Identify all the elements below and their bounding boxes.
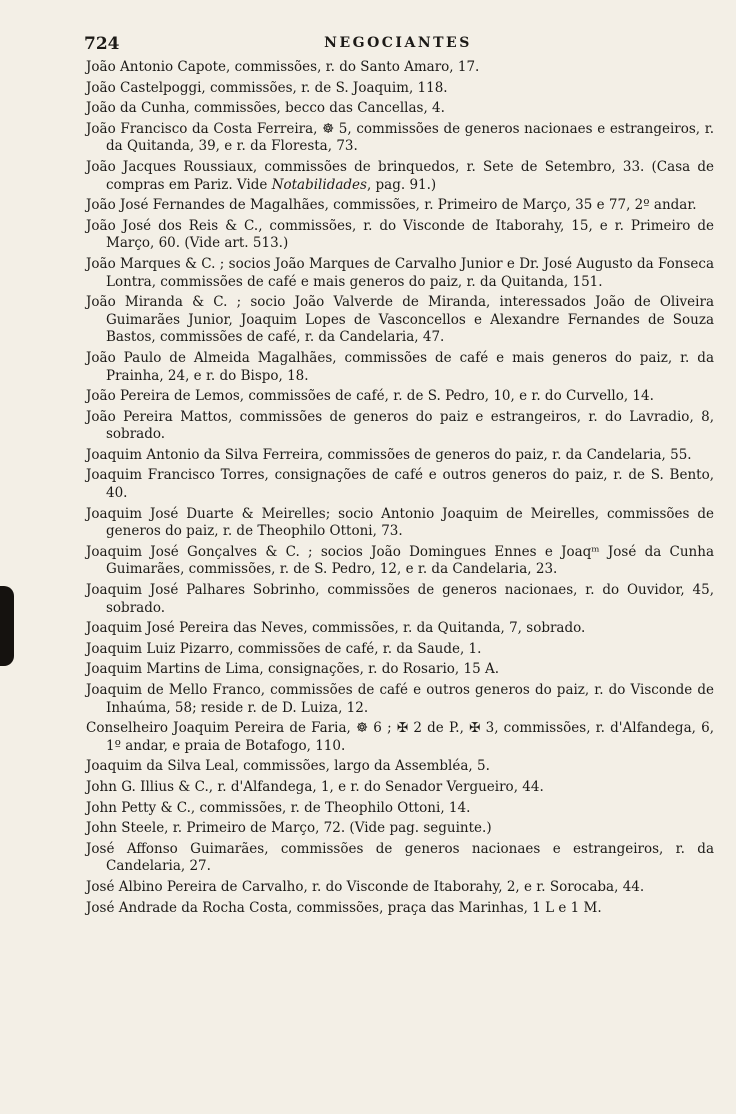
entry-text: José Albino Pereira de Carvalho, r. do Visconde de Itaborahy, 2, e r. Sorocaba, 44. — [86, 878, 645, 895]
entry-text: Joaquim José Pereira das Neves, commissões, r. da Quitanda, 7, sobrado. — [86, 620, 586, 637]
directory-entry — [86, 544, 714, 579]
directory-entry — [86, 100, 714, 118]
page-number: 724 — [84, 34, 120, 54]
entry-text: Joaquim Francisco Torres, consignações de café e outros generos do paiz, r. de S. Bento, 40. — [86, 467, 714, 502]
entry-text: João Castelpoggi, commissões, r. de S. Joaquim, 118. — [86, 79, 448, 96]
entry-text: João Paulo de Almeida Magalhães, commissões de café e mais generos do paiz, r. da Prainha, 24, e r. do Bispo, 18. — [86, 349, 714, 384]
entry-text: João Marques & C. ; socios João Marques de Carvalho Junior e Dr. José Augusto da Fonseca Lontra, commissões de café e mais generos do paiz, r. da Quitanda, 151. — [86, 255, 714, 290]
directory-entry — [86, 620, 714, 638]
entry-text: Joaquim José Duarte & Meirelles; socio Antonio Joaquim de Meirelles, commissões de generos do paiz, r. de Theophilo Ottoni, 73. — [86, 505, 714, 540]
directory-entry — [86, 841, 714, 876]
entry-text: José Andrade da Rocha Costa, commissões, praça das Marinhas, 1 L e 1 M. — [86, 899, 602, 916]
directory-entry — [86, 80, 714, 98]
directory-entry — [86, 879, 714, 897]
directory-entry — [86, 582, 714, 617]
directory-entry — [86, 758, 714, 776]
directory-entry — [86, 447, 714, 465]
entry-text: João José Fernandes de Magalhães, commissões, r. Primeiro de Março, 35 e 77, 2º andar. — [86, 197, 697, 214]
directory-entry — [86, 59, 714, 77]
entry-text: João Pereira de Lemos, commissões de café, r. de S. Pedro, 10, e r. do Curvello, 14. — [86, 388, 654, 405]
directory-entry — [86, 467, 714, 502]
entry-text: John G. Illius & C., r. d'Alfandega, 1, e r. do Senador Vergueiro, 44. — [86, 778, 544, 795]
entry-text: Joaquim Luiz Pizarro, commissões de café, r. da Saude, 1. — [86, 640, 482, 657]
directory-entry — [86, 720, 714, 755]
entry-text: Conselheiro Joaquim Pereira de Faria, ☸ 6 ; ✠ 2 de P., ✠ 3, commissões, r. d'Alfandega, 6, 1º andar, e praia de Botafogo, 110. — [86, 720, 714, 754]
entry-text: João Miranda & C. ; socio João Valverde de Miranda, interessados João de Oliveira Guimarães Junior, Joaquim Lopes de Vasconcellos e Alexandre Fernandes de Souza Bastos, commissões de café, r. da Candelaria, 47. — [86, 294, 714, 346]
entry-text: João José dos Reis & C., commissões, r. do Visconde de Itaborahy, 15, e r. Primeiro de Março, 60. (Vide art. 513.) — [86, 217, 714, 252]
directory-entry — [86, 506, 714, 541]
entry-text: João Francisco da Costa Ferreira, ☸ 5, commissões de generos nacionaes e estrangeiros, r. da Quitanda, 39, e r. da Floresta, 73. — [86, 120, 714, 155]
directory-entry — [86, 350, 714, 385]
directory-entry — [86, 121, 714, 156]
entry-list — [86, 59, 714, 920]
entry-text: John Steele, r. Primeiro de Março, 72. (Vide pag. seguinte.) — [86, 820, 492, 837]
directory-entry — [86, 256, 714, 291]
entry-text: João Jacques Roussiaux, commissões de brinquedos, r. Sete de Setembro, 33. (Casa de compras em Pariz. Vide — [86, 158, 714, 193]
directory-entry — [86, 682, 714, 717]
directory-entry — [86, 197, 714, 215]
entry-text: John Petty & C., commissões, r. de Theophilo Ottoni, 14. — [86, 799, 471, 816]
directory-entry — [86, 820, 714, 838]
directory-entry — [86, 900, 714, 918]
directory-entry — [86, 800, 714, 818]
entry-text: Joaquim Martins de Lima, consignações, r. do Rosario, 15 A. — [86, 661, 500, 678]
entry-text: Joaquim José Palhares Sobrinho, commissões de generos nacionaes, r. do Ouvidor, 45, sobrado. — [86, 582, 714, 616]
entry-text: Joaquim da Silva Leal, commissões, largo da Assembléa, 5. — [86, 758, 490, 775]
directory-entry — [86, 779, 714, 797]
entry-text: José Affonso Guimarães, commissões de generos nacionaes e estrangeiros, r. da Candelaria, 27. — [86, 840, 714, 875]
entry-reference-italic: Notabilidades — [271, 176, 367, 193]
page-header — [84, 34, 712, 56]
entry-text: João Pereira Mattos, commissões de generos do paiz e estrangeiros, r. do Lavradio, 8, sobrado. — [86, 408, 714, 443]
entry-text: João da Cunha, commissões, becco das Cancellas, 4. — [86, 100, 445, 117]
entry-text: Joaquim José Gonçalves & C. ; socios João Domingues Ennes e Joaqᵐ José da Cunha Guimarães, commissões, r. de S. Pedro, 12, e r. da Candelaria, 23. — [86, 543, 714, 578]
directory-entry — [86, 218, 714, 253]
directory-entry — [86, 641, 714, 659]
section-title: NEGOCIANTES — [324, 35, 472, 51]
entry-text: , pag. 91.) — [366, 176, 437, 193]
directory-entry — [86, 159, 714, 194]
directory-entry — [86, 294, 714, 347]
directory-entry — [86, 388, 714, 406]
entry-text: Joaquim de Mello Franco, commissões de café e outros generos do paiz, r. do Visconde de Inhaúma, 58; reside r. de D. Luiza, 12. — [86, 682, 714, 716]
directory-entry — [86, 661, 714, 679]
directory-entry — [86, 409, 714, 444]
entry-text: Joaquim Antonio da Silva Ferreira, commissões de generos do paiz, r. da Candelaria, 55. — [86, 446, 692, 463]
binding-mark — [0, 586, 14, 666]
entry-text: João Antonio Capote, commissões, r. do Santo Amaro, 17. — [86, 59, 480, 75]
